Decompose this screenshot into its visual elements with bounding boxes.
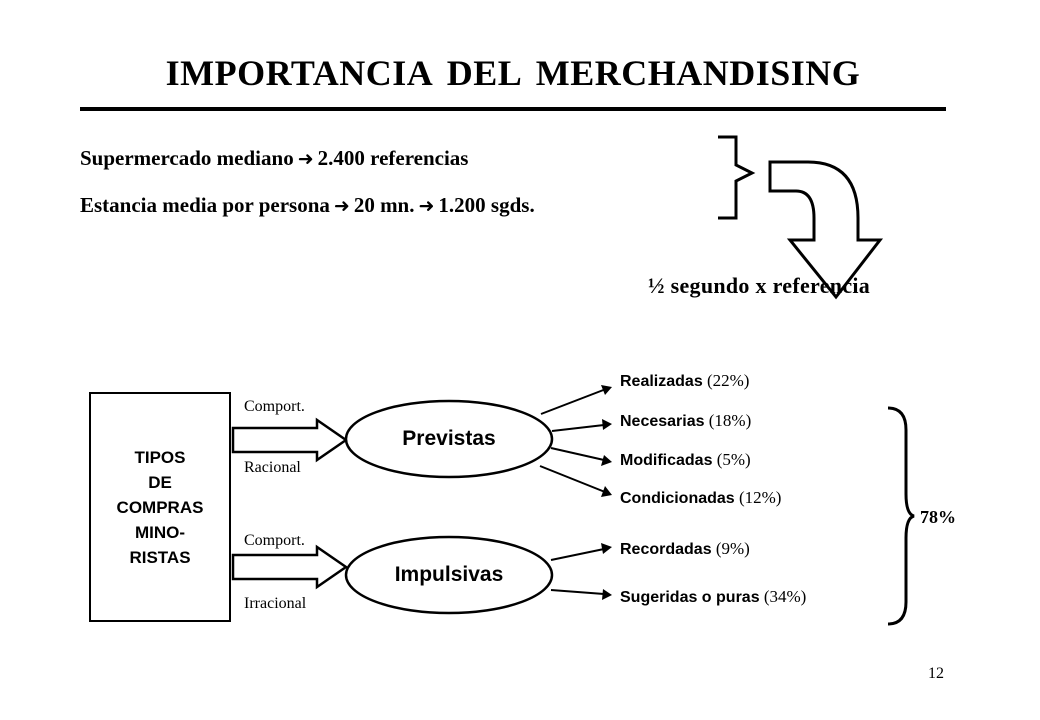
right-brace — [888, 408, 914, 624]
ellipse-label-previstas: Previstas — [402, 427, 496, 450]
ellipse-label-impulsivas: Impulsivas — [394, 563, 504, 586]
purchase-types-box — [89, 392, 231, 622]
label-irracional: Irracional — [244, 595, 307, 612]
right-arrow-icon: ➜ — [297, 148, 314, 170]
right-arrow-icon: ➜ — [418, 195, 435, 217]
arrow-irrational — [233, 547, 346, 587]
outcome-sugeridas: Sugeridas o puras (34%) — [620, 587, 807, 606]
outcome-necesarias: Necesarias (18%) — [620, 411, 752, 430]
top-bracket — [718, 137, 752, 218]
label-comport-top: Comport. — [244, 398, 305, 415]
purchase-types-label: TIPOS DE COMPRAS MINO- RISTAS — [116, 447, 204, 567]
result-per-reference: ½ segundo x referencia — [648, 273, 871, 298]
label-comport-bottom: Comport. — [244, 532, 305, 549]
fact-label-supermarket: Supermercado mediano — [80, 146, 294, 170]
slide-title: IMPORTANCIA DEL MERCHANDISING — [165, 53, 861, 93]
outcome-modificadas: Modificadas (5%) — [620, 450, 751, 469]
outcome-realizadas: Realizadas (22%) — [620, 371, 750, 390]
brace-total-percent: 78% — [920, 507, 956, 527]
curved-down-arrow-icon — [770, 162, 880, 297]
fact-value-minutes: 20 mn. — [353, 193, 415, 217]
label-racional: Racional — [244, 459, 301, 476]
right-arrow-icon: ➜ — [333, 195, 350, 217]
page-number: 12 — [928, 665, 944, 682]
arrow-rational — [233, 420, 346, 460]
fact-value-seconds: 1.200 sgds. — [438, 193, 535, 217]
outcome-recordadas: Recordadas (9%) — [620, 539, 750, 558]
fact-label-stay: Estancia media por persona — [80, 193, 330, 217]
outcome-condicionadas: Condicionadas (12%) — [620, 488, 782, 507]
fact-value-references: 2.400 referencias — [317, 146, 469, 170]
